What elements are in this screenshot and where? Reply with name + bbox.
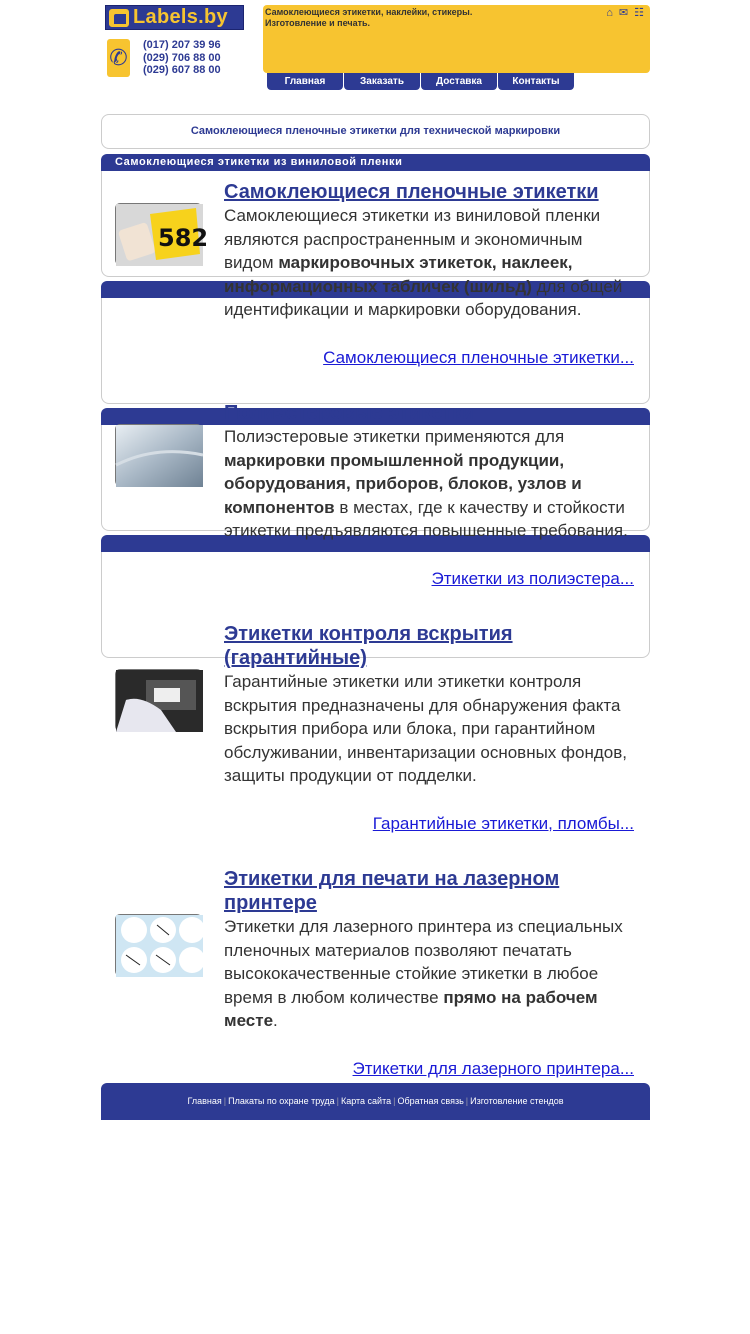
item-title-link[interactable]: Полиэстеровые этикетки	[224, 402, 475, 424]
phone-number: (029) 706 88 00	[143, 51, 221, 64]
desc-text: Гарантийные этикетки или этикетки контроля вскрытия предназначены для обнаружения факта вскрытия прибора или блока, при гарантийном обслуживании, инвентаризации основных фондов, защиты продукции от подделки.	[224, 672, 627, 785]
product-thumbnail[interactable]	[115, 914, 202, 976]
footer-link-home[interactable]: Главная	[187, 1096, 222, 1106]
nav-tab-delivery[interactable]: Доставка	[421, 73, 497, 90]
site-logo[interactable]	[105, 5, 244, 30]
read-more-link[interactable]: Гарантийные этикетки, пломбы...	[372, 813, 634, 833]
product-thumbnail[interactable]	[115, 203, 209, 265]
item-description	[224, 670, 634, 788]
read-more-link[interactable]: Этикетки из полиэстера...	[431, 568, 634, 588]
product-item	[224, 867, 634, 1080]
banner-line: Самоклеющиеся этикетки, наклейки, стикеры.	[265, 7, 473, 17]
item-title-link[interactable]: Самоклеющиеся пленочные этикетки	[224, 181, 599, 203]
item-description	[224, 425, 634, 543]
product-thumbnail[interactable]	[115, 669, 202, 731]
desc-bold: маркировки промышленной продукции, оборудования, приборов, блоков, узлов и компонентов	[224, 450, 582, 517]
footer-link-stands[interactable]: Изготовление стендов	[470, 1096, 564, 1106]
item-title-link[interactable]: Этикетки контроля вскрытия (гарантийные)	[224, 623, 513, 669]
desc-bold: маркировочных этикеток, наклеек, информационных табличек (шильд)	[224, 253, 573, 296]
section-title: Самоклеющиеся этикетки из виниловой пленки	[115, 156, 403, 168]
desc-text: в местах, где к качеству и стойкости этикетки предъявляются повышенные требования.	[224, 497, 628, 540]
product-thumbnail[interactable]	[115, 424, 202, 486]
item-description	[224, 915, 634, 1033]
nav-tab-order[interactable]: Заказать	[344, 73, 420, 90]
footer-nav: Главная | Плакаты по охране труда | Карта сайта | Обратная связь | Изготовление стендов	[101, 1083, 650, 1120]
item-title-link[interactable]: Этикетки для печати на лазерном принтере	[224, 868, 560, 914]
nav-tab-home[interactable]: Главная	[267, 73, 343, 90]
product-item	[224, 401, 634, 590]
mail-icon[interactable]: ✉	[618, 7, 629, 19]
footer-link-sitemap[interactable]: Карта сайта	[340, 1096, 392, 1106]
desc-bold: прямо на рабочем месте	[224, 987, 598, 1030]
read-more-link[interactable]: Самоклеющиеся пленочные этикетки...	[323, 347, 634, 367]
product-item	[224, 622, 634, 835]
phone-icon: ✆	[107, 39, 130, 77]
svg-text:582: 582	[158, 224, 209, 252]
logo-text: Labels.by	[133, 6, 228, 28]
logo-mark-icon	[109, 9, 129, 27]
header-icons	[606, 8, 644, 19]
footer-link-posters[interactable]: Плакаты по охране труда	[228, 1096, 335, 1106]
phone-number: (017) 207 39 96	[143, 39, 221, 51]
main-nav	[267, 73, 574, 90]
sitemap-icon[interactable]: ☷	[634, 7, 644, 19]
section-bar	[101, 154, 650, 171]
banner-line: Изготовление и печать.	[265, 18, 371, 28]
page-title: Самоклеющиеся пленочные этикетки для технической маркировки	[101, 114, 650, 149]
phone-number: (029) 607 88 00	[143, 64, 221, 76]
read-more-link[interactable]: Этикетки для лазерного принтера...	[352, 1058, 634, 1078]
item-description	[224, 204, 634, 322]
desc-text: Полиэстеровые этикетки применяются для	[224, 427, 565, 446]
desc-text: Самоклеющиеся этикетки из виниловой пленки являются распространенным и экономичным видом	[224, 206, 601, 272]
phone-list	[143, 39, 221, 77]
header-banner	[263, 5, 650, 73]
desc-text: .	[273, 1011, 278, 1030]
footer-link-feedback[interactable]: Обратная связь	[397, 1096, 464, 1106]
product-item	[224, 180, 634, 369]
desc-text: Этикетки для лазерного принтера из специальных пленочных материалов позволяют печатать высококачественные стойкие этикетки в любое время в любом количестве	[224, 917, 623, 1007]
nav-tab-contacts[interactable]: Контакты	[498, 73, 574, 90]
desc-text: для общей идентификации и маркировки оборудования.	[224, 276, 623, 319]
home-icon[interactable]: ⌂	[606, 7, 613, 19]
